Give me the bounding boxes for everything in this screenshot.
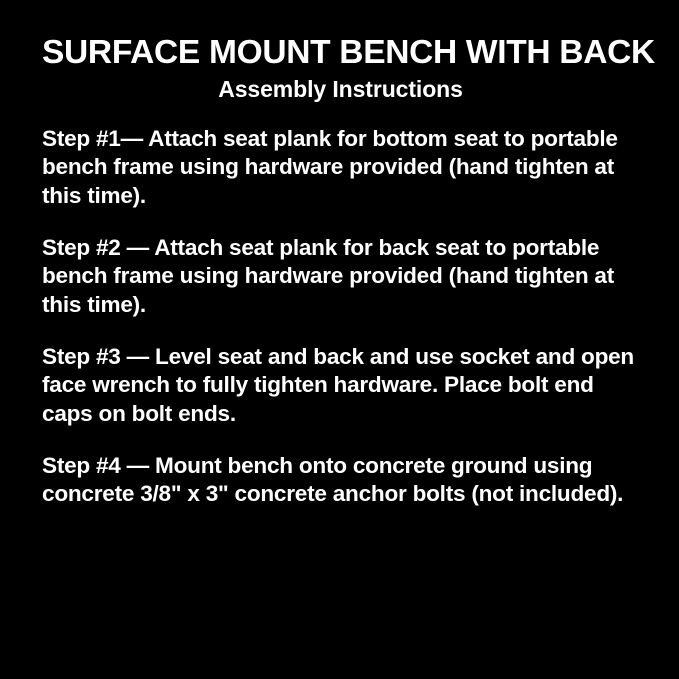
- step-paragraph: [42, 234, 639, 320]
- step-body: Attach seat plank for bottom seat to portable bench frame using hardware provided (hand tighten at this time).: [42, 125, 618, 208]
- step-item: [42, 452, 639, 509]
- step-body: Mount bench onto concrete ground using concrete 3/8" x 3" concrete anchor bolts (not included).: [42, 452, 624, 507]
- step-separator: —: [126, 343, 149, 369]
- step-separator: —: [126, 452, 149, 478]
- step-paragraph: [42, 343, 639, 429]
- step-separator: —: [126, 234, 149, 260]
- step-label: Step #3: [42, 343, 121, 369]
- step-body: Level seat and back and use socket and open face wrench to fully tighten hardware. Place bolt end caps on bolt ends.: [42, 343, 634, 427]
- step-label: Step #2: [42, 234, 121, 260]
- step-paragraph: [42, 452, 639, 509]
- page-subtitle: Assembly Instructions: [218, 75, 463, 102]
- step-separator: —: [120, 125, 143, 151]
- step-label: Step #1: [42, 125, 121, 151]
- page-title: SURFACE MOUNT BENCH WITH BACK: [42, 34, 655, 71]
- step-item: [42, 234, 639, 320]
- step-item: [42, 343, 639, 429]
- step-body: Attach seat plank for back seat to portable bench frame using hardware provided (hand tighten at this time).: [42, 234, 614, 317]
- step-paragraph: [42, 125, 639, 211]
- step-item: [42, 125, 639, 211]
- step-label: Step #4: [42, 452, 121, 478]
